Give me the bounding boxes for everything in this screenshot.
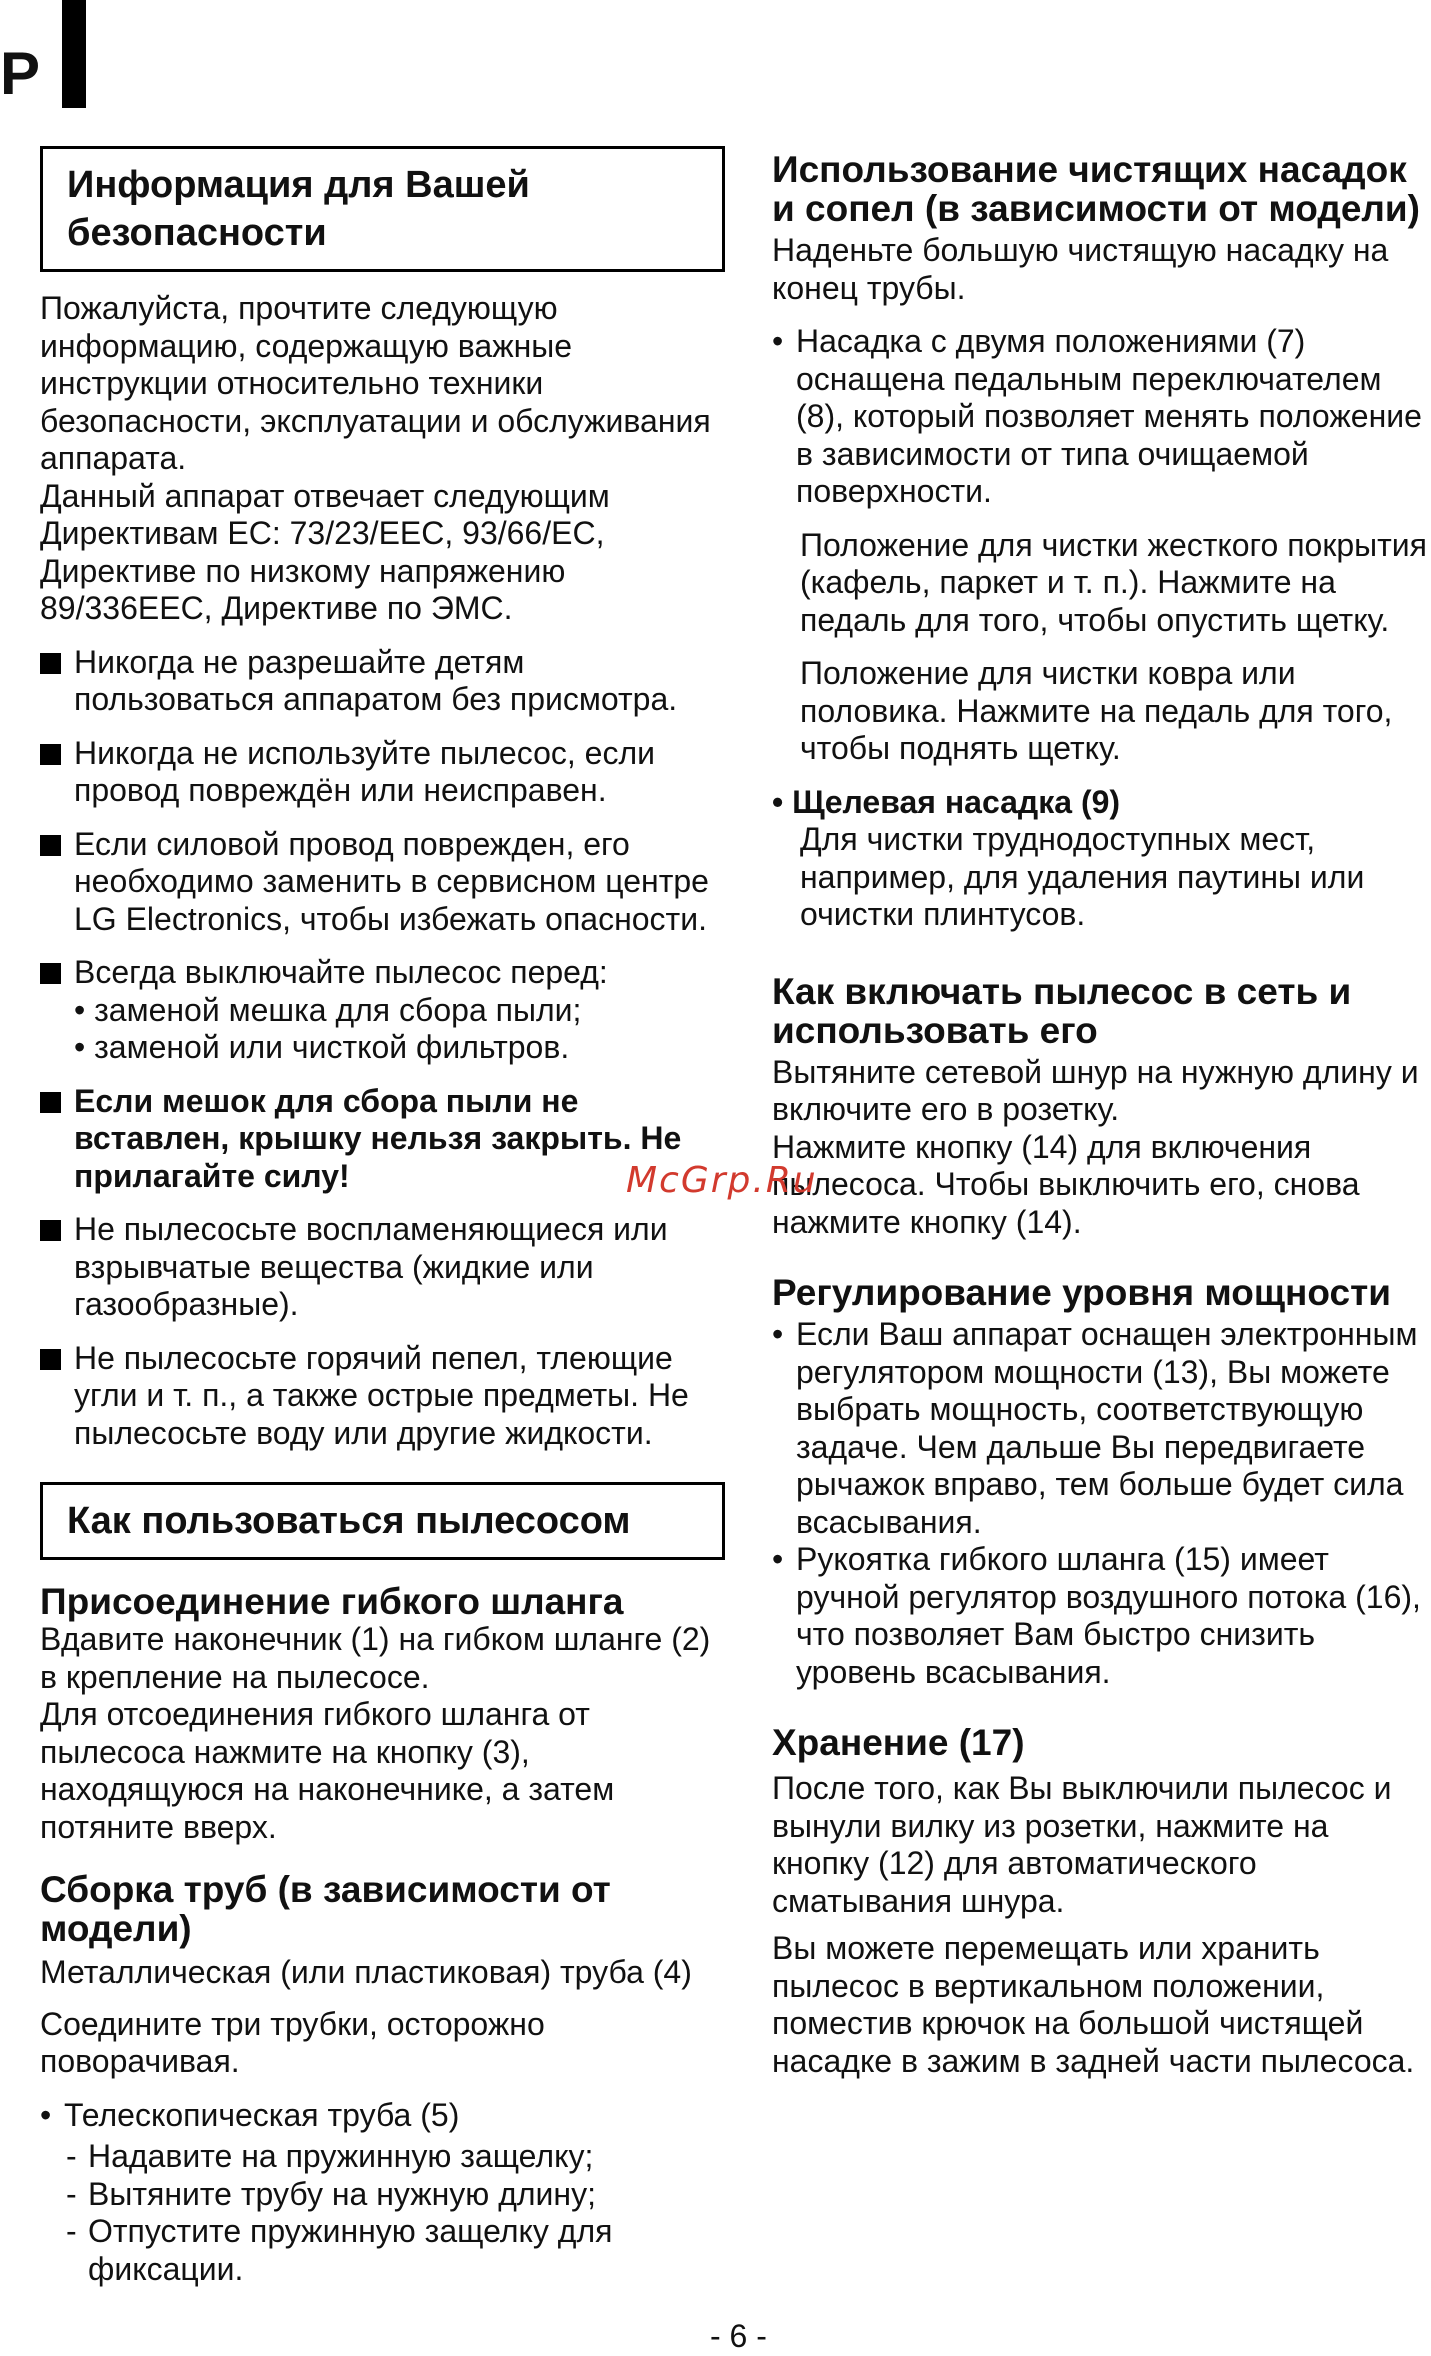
language-letter: P — [0, 40, 41, 107]
square-bullet-icon — [40, 744, 61, 765]
power-level-item: • Если Ваш аппарат оснащен электронным регулятором мощности (13), Вы можете выбрать мощность, соответствующую задаче. Чем дальше Вы передвигаете рычажок вправо, тем больше будет сила всасывания. — [772, 1316, 1418, 1540]
carpet-text: Положение для чистки ковра или половика. Нажмите на педаль для того, чтобы поднять щетку. — [800, 655, 1393, 766]
nozzles-title: Использование чистящих насадок и сопел (в зависимости от модели) — [772, 149, 1420, 229]
hose-title: Присоединение гибкого шланга — [40, 1581, 624, 1622]
warning-item-bold: Если мешок для сбора пыли не вставлен, крышку нельзя закрыть. Не прилагайте силу! — [40, 1083, 725, 1196]
power-on-title: Как включать пылесос в сеть и использовать его — [772, 970, 1352, 1051]
warning-item: Не пылесосьте воспламеняющиеся или взрывчатые вещества (жидкие или газообразные). — [40, 1211, 725, 1324]
storage-text-2: Вы можете перемещать или хранить пылесос в вертикальном положении, поместив крючок на большой чистящей насадке в зажим в задней части пылесоса. — [772, 1930, 1415, 2079]
tubes-connect-text: Соедините три трубки, осторожно поворачивая. — [40, 2005, 545, 2079]
hard-floor-text: Положение для чистки жесткого покрытия (кафель, паркет и т. п.). Нажмите на педаль для того, чтобы опустить щетку. — [800, 526, 1427, 638]
storage-text: После того, как Вы выключили пылесос и вынули вилку из розетки, нажмите на кнопку (12) для автоматического сматывания шнура. — [772, 1770, 1392, 1919]
directives-text: Данный аппарат отвечает следующим Директивам ЕС: 73/23/EEC, 93/66/EC, Директиве по низкому напряжению 89/336EEC, Директиве по ЭМС. — [40, 477, 610, 626]
power-level-item: • Рукоятка гибкого шланга (15) имеет ручной регулятор воздушного потока (16), что позволяет Вам быстро снизить уровень всасывания. — [772, 1541, 1421, 1690]
warning-item: Никогда не используйте пылесос, если провод повреждён или неисправен. — [40, 735, 725, 810]
telescopic-step: - Отпустите пружинную защелку для фиксации. — [66, 2213, 613, 2287]
nozzles-intro: Наденьте большую чистящую насадку на конец трубы. — [772, 232, 1389, 306]
page-number: - 6 - — [710, 2318, 767, 2354]
telescopic-step: - Надавите на пружинную защелку; — [66, 2138, 594, 2174]
telescopic-step: - Вытяните трубу на нужную длину; — [66, 2175, 596, 2212]
tubes-title: Сборка труб (в зависимости от модели) — [40, 1869, 611, 1949]
safety-intro: Пожалуйста, прочтите следующую информацию, содержащую важные инструкции относительно техники безопасности, эксплуатации и обслуживания аппарата. — [40, 290, 711, 476]
square-bullet-icon — [40, 1220, 61, 1241]
hose-text: Вдавите наконечник (1) на гибком шланге (2) в крепление на пылесосе. — [40, 1621, 711, 1695]
square-bullet-icon — [40, 835, 61, 856]
warning-item: Всегда выключайте пылесос перед: • заменой мешка для сбора пыли; • заменой или чисткой фильтров. — [40, 954, 725, 1067]
watermark: McGrp.Ru — [626, 1160, 818, 1201]
crevice-text: Для чистки труднодоступных мест, например, для удаления паутины или очистки плинтусов. — [800, 821, 1365, 932]
before-item: • заменой мешка для сбора пыли; — [74, 991, 582, 1028]
storage-title: Хранение (17) — [772, 1722, 1025, 1763]
square-bullet-icon — [40, 963, 61, 984]
two-position-item: • Насадка с двумя положениями (7) оснащена педальным переключателем (8), который позволяет менять положение в зависимости от типа очищаемой поверхности. — [772, 323, 1422, 509]
square-bullet-icon — [40, 1349, 61, 1370]
language-marker-bar — [62, 0, 86, 108]
telescopic-item: • Телескопическая труба (5) — [40, 2096, 460, 2133]
warning-item: Не пылесосьте горячий пепел, тлеющие угли и т. п., а также острые предметы. Не пылесосьте воду или другие жидкости. — [40, 1340, 725, 1453]
usage-title: Как пользоваться пылесосом — [40, 1482, 725, 1560]
warning-item: Никогда не разрешайте детям пользоваться аппаратом без присмотра. — [40, 644, 725, 719]
power-level-title: Регулирование уровня мощности — [772, 1272, 1391, 1313]
power-on-text: Вытяните сетевой шнур на нужную длину и включите его в розетку. — [772, 1053, 1419, 1127]
right-column — [772, 146, 1431, 2080]
power-on-text-2: Нажмите кнопку (14) для включения пылесоса. Чтобы выключить его, снова нажмите кнопку (14). — [772, 1128, 1360, 1240]
square-bullet-icon — [40, 653, 61, 674]
warning-item: Если силовой провод поврежден, его необходимо заменить в сервисном центре LG Electronics, чтобы избежать опасности. — [40, 826, 725, 939]
before-item: • заменой или чисткой фильтров. — [74, 1029, 570, 1065]
hose-detach-text: Для отсоединения гибкого шланга от пылесоса нажмите на кнопку (3), находящуюся на наконечнике, а затем потяните вверх. — [40, 1696, 615, 1845]
crevice-title: • Щелевая насадка (9) — [772, 783, 1121, 820]
left-column — [40, 146, 725, 2288]
safety-title: Информация для Вашей безопасности — [40, 146, 725, 272]
square-bullet-icon — [40, 1092, 61, 1113]
tubes-text: Металлическая (или пластиковая) труба (4) — [40, 1954, 692, 1990]
